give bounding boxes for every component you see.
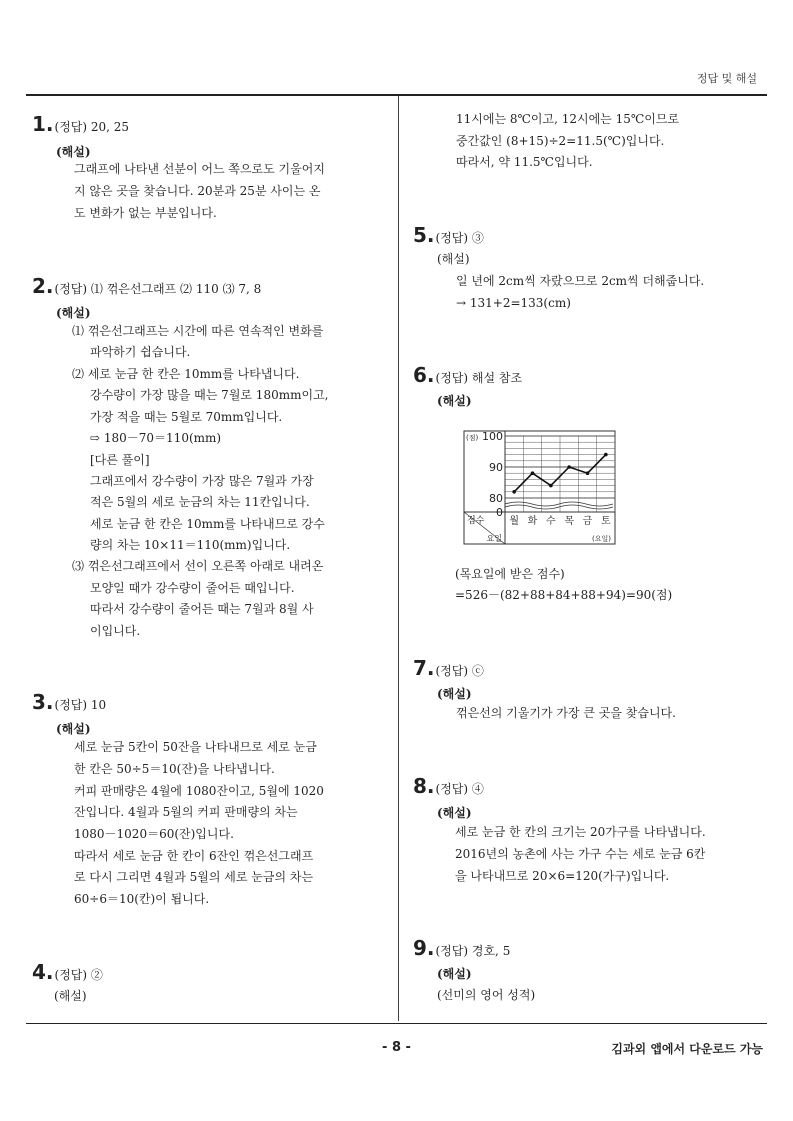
q2-line: 량의 차는 10×11＝110(mm)입니다. <box>90 538 291 552</box>
q2-line: 강수량이 가장 많을 때는 7월로 180mm이고, <box>90 388 329 402</box>
q5-answer: (정답) ③ <box>435 231 484 245</box>
q2-line: ⑵ 세로 눈금 한 칸은 10mm를 나타냅니다. <box>72 367 300 381</box>
q5-explanation-tag: (해설) <box>437 252 470 266</box>
q6-line: =526－(82+88+84+88+94)=90(점) <box>455 588 673 602</box>
y-tick-label: 0 <box>496 506 503 519</box>
q1-line: 지 않은 곳을 찾습니다. 20분과 25분 사이는 온 <box>74 184 321 198</box>
q2-number: 2. <box>32 274 54 298</box>
q8-explanation-tag: (해설) <box>437 806 472 820</box>
q7-number: 7. <box>413 656 435 680</box>
q7-line: 꺾은선의 기울기가 가장 큰 곳을 찾습니다. <box>456 706 676 720</box>
q3-line: 60÷6＝10(칸)이 됩니다. <box>74 892 210 906</box>
y-tick-label: 100 <box>482 430 503 443</box>
q3-explanation-tag: (해설) <box>56 722 91 736</box>
x-unit-label: (요일) <box>592 535 611 543</box>
x-category-label: 토 <box>600 516 611 527</box>
q4-line: 따라서, 약 11.5℃입니다. <box>456 155 593 169</box>
q7-heading <box>413 656 484 680</box>
corner-day-label: 요일 <box>486 534 502 543</box>
q4-number: 4. <box>32 960 54 984</box>
q5-number: 5. <box>413 223 435 247</box>
q3-line: 잔입니다. 4월과 5월의 커피 판매량의 차는 <box>74 805 298 819</box>
x-category-label: 수 <box>545 516 556 527</box>
score-line-chart <box>463 428 617 546</box>
q9-line: (선미의 영어 성적) <box>437 988 536 1002</box>
q4-heading <box>32 960 103 984</box>
q3-line: 한 칸은 50÷5＝10(잔)을 나타냅니다. <box>74 762 275 776</box>
q2-explanation-tag: (해설) <box>56 306 91 320</box>
chart-frame <box>464 431 615 544</box>
q8-line: 세로 눈금 한 칸의 크기는 20가구를 나타냅니다. <box>455 825 706 839</box>
data-point <box>604 453 608 457</box>
q9-answer: (정답) 경호, 5 <box>435 944 511 958</box>
data-point <box>512 490 516 494</box>
data-point <box>549 484 553 488</box>
x-category-label: 목 <box>564 516 575 527</box>
q1-line: 도 변화가 없는 부분입니다. <box>74 206 217 220</box>
q3-line: 따라서 세로 눈금 한 칸이 6잔인 꺾은선그래프 <box>74 849 314 863</box>
q4-line: 중간값인 (8+15)÷2=11.5(℃)입니다. <box>456 134 665 148</box>
data-point <box>586 471 590 475</box>
data-point <box>531 471 535 475</box>
q2-line: ⑴ 꺾은선그래프는 시간에 따른 연속적인 변화를 <box>72 324 324 338</box>
q2-answer: (정답) ⑴ 꺾은선그래프 ⑵ 110 ⑶ 7, 8 <box>54 282 262 296</box>
q3-answer: (정답) 10 <box>54 698 107 712</box>
q6-explanation-tag: (해설) <box>437 394 472 408</box>
q9-number: 9. <box>413 936 435 960</box>
q1-number: 1. <box>32 112 54 136</box>
q2-line: 적은 5월의 세로 눈금의 차는 11칸입니다. <box>90 495 310 509</box>
q8-heading <box>413 774 484 798</box>
header-rule <box>26 94 767 96</box>
q3-line: 1080－1020＝60(잔)입니다. <box>74 827 234 841</box>
q3-number: 3. <box>32 690 54 714</box>
q5-heading <box>413 223 484 247</box>
q2-line: 그래프에서 강수량이 가장 많은 7월과 가장 <box>90 474 314 488</box>
q8-line: 을 나타내므로 20×6=120(가구)입니다. <box>455 869 670 883</box>
q2-line: 세로 눈금 한 칸은 10mm를 나타내므로 강수 <box>90 517 325 531</box>
q9-heading <box>413 936 510 960</box>
q1-explanation-tag: (해설) <box>56 145 91 159</box>
y-tick-label: 90 <box>489 461 503 474</box>
column-divider <box>398 96 399 1021</box>
q5-line: → 131+2=133(cm) <box>456 296 571 310</box>
q2-line: 파악하기 쉽습니다. <box>90 345 191 359</box>
q2-line: ⑶ 꺾은선그래프에서 선이 오른쪽 아래로 내려온 <box>72 559 324 573</box>
y-tick-label: 80 <box>489 492 503 505</box>
q2-line: 따라서 강수량이 줄어든 때는 7월과 8월 사 <box>90 602 314 616</box>
q2-line: 이입니다. <box>90 624 141 638</box>
q4-line: 11시에는 8℃이고, 12시에는 15℃이므로 <box>456 112 680 126</box>
y-unit-label: (점) <box>466 434 479 442</box>
footer-note: 김과외 앱에서 다운로드 가능 <box>611 1042 763 1056</box>
q4-explanation-tag: (해설) <box>54 989 87 1003</box>
footer-rule <box>26 1023 767 1024</box>
q7-answer: (정답) ⓒ <box>435 664 484 678</box>
q6-answer: (정답) 해설 참조 <box>435 371 523 385</box>
x-category-label: 금 <box>582 516 593 527</box>
q2-line: ⇨ 180－70＝110(mm) <box>90 431 222 445</box>
q8-answer: (정답) ④ <box>435 782 484 796</box>
q3-line: 커피 판매량은 4월에 1080잔이고, 5월에 1020 <box>74 784 324 798</box>
q8-line: 2016년의 농촌에 사는 가구 수는 세로 눈금 6칸 <box>455 847 706 861</box>
q2-line: [다른 풀이] <box>90 453 150 467</box>
q6-heading <box>413 363 522 387</box>
q9-explanation-tag: (해설) <box>437 967 472 981</box>
page-number: - 8 - <box>382 1040 411 1055</box>
header-title: 정답 및 해설 <box>696 72 757 85</box>
q4-answer: (정답) ② <box>54 968 103 982</box>
q3-heading <box>32 690 106 714</box>
q2-heading <box>32 274 261 298</box>
q8-number: 8. <box>413 774 435 798</box>
q2-line: 모양일 때가 강수량이 줄어든 때입니다. <box>90 581 295 595</box>
q1-answer: (정답) 20, 25 <box>54 120 130 134</box>
q6-number: 6. <box>413 363 435 387</box>
corner-score-label: 점수 <box>467 516 485 526</box>
data-point <box>567 465 571 469</box>
q2-line: 가장 적을 때는 5월로 70mm입니다. <box>90 410 283 424</box>
x-category-label: 화 <box>527 516 538 527</box>
q6-line: (목요일에 받은 점수) <box>455 567 565 581</box>
q3-line: 세로 눈금 5칸이 50잔을 나타내므로 세로 눈금 <box>74 740 317 754</box>
x-category-label: 월 <box>509 516 520 527</box>
q1-heading <box>32 112 129 136</box>
q3-line: 로 다시 그리면 4월과 5월의 세로 눈금의 차는 <box>74 870 314 884</box>
q5-line: 일 년에 2cm씩 자랐으므로 2cm씩 더해줍니다. <box>456 274 705 288</box>
q1-line: 그래프에 나타낸 선분이 어느 쪽으로도 기울어지 <box>74 162 325 176</box>
q7-explanation-tag: (해설) <box>437 687 472 701</box>
